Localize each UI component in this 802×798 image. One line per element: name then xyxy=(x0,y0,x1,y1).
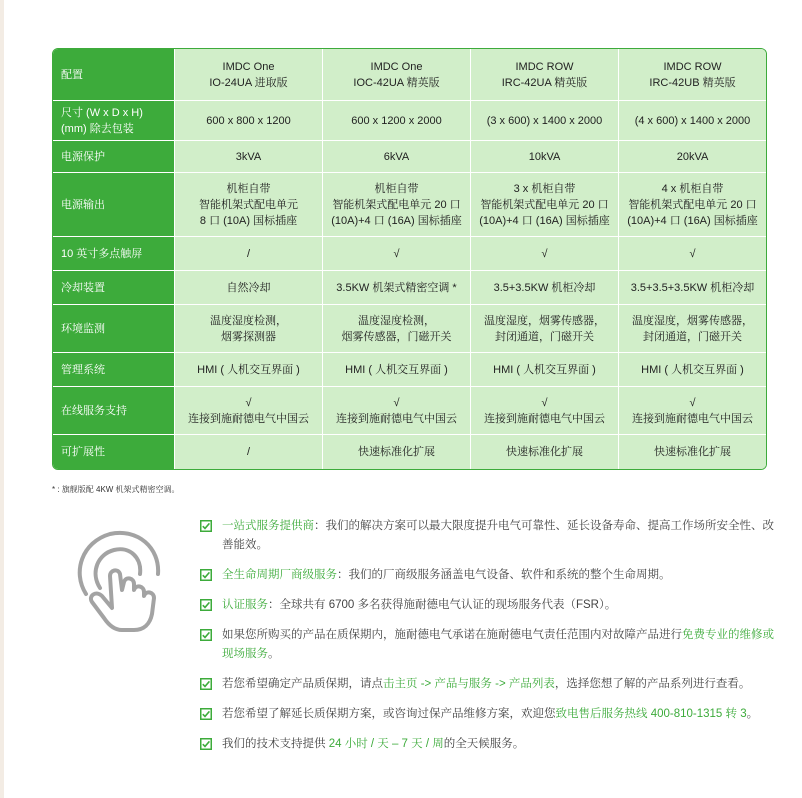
highlight-text: 一站式服务提供商 xyxy=(222,520,314,532)
list-item xyxy=(200,626,780,664)
footnote: * : 旗舰版配 4KW 机架式精密空调。 xyxy=(52,485,180,494)
cell-text: 20kVA xyxy=(676,150,709,163)
cell-text: 3.5KW 机架式精密空调 * xyxy=(336,281,457,294)
list-item xyxy=(200,596,780,615)
cell-text: √ xyxy=(245,396,252,409)
table-cell xyxy=(323,305,471,353)
column-header xyxy=(323,49,471,101)
highlight-text: 致电售后服务热线 400-810-1315 转 3 xyxy=(555,708,747,720)
row-label: 尺寸 (W x D x H) (mm) 除去包装 xyxy=(53,101,175,141)
cell-text: 3.5+3.5+3.5KW 机柜冷却 xyxy=(630,281,755,294)
cell-text: 连接到施耐德电气中国云 xyxy=(336,412,457,425)
table-cell xyxy=(323,173,471,237)
cell-text: HMI ( 人机交互界面 ) xyxy=(641,363,744,376)
cell-text: IMDC One xyxy=(222,60,275,73)
table-row xyxy=(53,237,766,271)
table-cell xyxy=(175,173,323,237)
cell-text: IRC-42UA 精英版 xyxy=(501,76,588,89)
checkbox-checked-icon xyxy=(200,678,212,690)
checkbox-checked-icon xyxy=(200,520,212,532)
page-edge xyxy=(0,0,4,798)
body-text: 的全天候服务。 xyxy=(443,738,525,750)
cell-text: IMDC One xyxy=(370,60,423,73)
table-cell xyxy=(471,141,619,173)
cell-text: / xyxy=(246,247,251,260)
table-cell xyxy=(619,271,766,305)
table-cell xyxy=(471,101,619,141)
list-item xyxy=(200,735,780,754)
table-cell xyxy=(175,305,323,353)
table-cell xyxy=(323,141,471,173)
row-label: 10 英寸多点触屏 xyxy=(53,237,175,271)
cell-text: 连接到施耐德电气中国云 xyxy=(188,412,309,425)
list-item xyxy=(200,566,780,585)
row-label: 可扩展性 xyxy=(53,435,175,469)
cell-text: 烟雾探测器 xyxy=(221,330,276,343)
table-cell xyxy=(323,237,471,271)
body-text: 。 xyxy=(746,708,759,720)
row-label: 冷却装置 xyxy=(53,271,175,305)
checkbox-checked-icon xyxy=(200,569,212,581)
table-cell xyxy=(471,435,619,469)
cell-text: √ xyxy=(689,247,696,260)
table-cell xyxy=(471,237,619,271)
body-text: ：我们的解决方案可以最大限度提升电气可靠性、延长设备寿命、提高工作场所安全性、改善能效。 xyxy=(222,520,774,551)
list-item xyxy=(200,705,780,724)
cell-text: IRC-42UB 精英版 xyxy=(649,76,736,89)
table-header-row xyxy=(53,49,766,101)
cell-text: 温度湿度，烟雾传感器， xyxy=(484,314,605,327)
table-cell xyxy=(619,141,766,173)
table-cell xyxy=(619,173,766,237)
checkbox-checked-icon xyxy=(200,708,212,720)
cell-text: 快速标准化扩展 xyxy=(506,446,583,458)
cell-text: √ xyxy=(689,396,696,409)
cell-text: 自然冷却 xyxy=(226,281,271,294)
cell-text: 温度湿度检测， xyxy=(358,314,435,327)
table-row xyxy=(53,387,766,435)
cell-text: 10kVA xyxy=(528,150,561,163)
body-text: ：全球共有 6700 多名获得施耐德电气认证的现场服务代表（FSR）。 xyxy=(268,599,617,611)
highlight-text: 击主页 -> 产品与服务 -> 产品列表 xyxy=(383,678,555,690)
column-header xyxy=(471,49,619,101)
table-cell xyxy=(323,435,471,469)
table-cell xyxy=(175,387,323,435)
cell-text: 机柜自带 xyxy=(226,182,271,195)
cell-text: IMDC ROW xyxy=(515,60,574,73)
cell-text: 智能机架式配电单元 20 口 xyxy=(332,198,461,211)
row-label: 环境监测 xyxy=(53,305,175,353)
cell-text: 3.5+3.5KW 机柜冷却 xyxy=(493,281,596,294)
highlight-text: 认证服务 xyxy=(222,599,268,611)
body-text: 若您希望确定产品质保期，请点 xyxy=(222,678,383,690)
table-cell xyxy=(323,387,471,435)
list-item xyxy=(200,675,780,694)
touch-hand-icon xyxy=(60,520,180,635)
row-label: 配置 xyxy=(53,49,175,101)
cell-text: HMI ( 人机交互界面 ) xyxy=(493,363,596,376)
cell-text: 连接到施耐德电气中国云 xyxy=(484,412,605,425)
body-text: ，选择您想了解的产品系列进行查看。 xyxy=(554,678,751,690)
table-cell xyxy=(175,435,323,469)
cell-text: 8 口 (10A) 国标插座 xyxy=(199,214,298,227)
service-list xyxy=(200,517,780,754)
cell-text: 快速标准化扩展 xyxy=(654,446,731,458)
table-row xyxy=(53,435,766,469)
row-label: 电源输出 xyxy=(53,173,175,237)
spec-table xyxy=(52,48,767,470)
cell-text: / xyxy=(246,446,251,458)
cell-text: 封闭通道，门磁开关 xyxy=(495,330,594,343)
cell-text: HMI ( 人机交互界面 ) xyxy=(345,363,448,376)
table-row xyxy=(53,305,766,353)
table-cell xyxy=(175,353,323,387)
table-cell xyxy=(471,173,619,237)
table-cell xyxy=(619,353,766,387)
cell-text: √ xyxy=(393,247,400,260)
table-cell xyxy=(471,387,619,435)
cell-text: (3 x 600) x 1400 x 2000 xyxy=(486,114,603,127)
cell-text: 快速标准化扩展 xyxy=(358,446,435,458)
body-text: 。 xyxy=(268,648,280,660)
column-header xyxy=(619,49,766,101)
cell-text: 温度湿度检测， xyxy=(210,314,287,327)
cell-text: √ xyxy=(541,396,548,409)
cell-text: 6kVA xyxy=(383,150,410,163)
body-text: 如果您所购买的产品在质保期内，施耐德电气承诺在施耐德电气责任范围内对故障产品进行 xyxy=(222,629,682,641)
table-cell xyxy=(471,271,619,305)
table-cell xyxy=(619,435,766,469)
table-cell xyxy=(471,305,619,353)
body-text: ：我们的厂商级服务涵盖电气设备、软件和系统的整个生命周期。 xyxy=(337,569,671,581)
highlight-text: 全生命周期厂商级服务 xyxy=(222,569,337,581)
table-row xyxy=(53,271,766,305)
cell-text: 600 x 800 x 1200 xyxy=(206,114,291,127)
cell-text: 机柜自带 xyxy=(374,182,419,195)
table-row xyxy=(53,353,766,387)
table-row xyxy=(53,173,766,237)
table-cell xyxy=(471,353,619,387)
table-cell xyxy=(323,101,471,141)
cell-text: 烟雾传感器，门磁开关 xyxy=(341,330,452,343)
cell-text: √ xyxy=(541,247,548,260)
table-cell xyxy=(619,101,766,141)
table-cell xyxy=(175,141,323,173)
highlight-text: 24 小时 / 天 – 7 天 / 周 xyxy=(328,738,444,750)
body-text: 若您希望了解延长质保期方案，或咨询过保产品维修方案，欢迎您 xyxy=(222,708,556,720)
cell-text: IOC-42UA 精英版 xyxy=(353,76,440,89)
cell-text: 连接到施耐德电气中国云 xyxy=(632,412,753,425)
checkbox-checked-icon xyxy=(200,629,212,641)
cell-text: √ xyxy=(393,396,400,409)
table-cell xyxy=(619,237,766,271)
row-label: 电源保护 xyxy=(53,141,175,173)
cell-text: (10A)+4 口 (16A) 国标插座 xyxy=(331,214,462,227)
table-cell xyxy=(175,271,323,305)
cell-text: IO-24UA 进取版 xyxy=(209,76,288,89)
table-cell xyxy=(619,387,766,435)
column-header xyxy=(175,49,323,101)
cell-text: 温度湿度，烟雾传感器， xyxy=(632,314,753,327)
table-cell xyxy=(175,237,323,271)
cell-text: (4 x 600) x 1400 x 2000 xyxy=(634,114,751,127)
row-label: 在线服务支持 xyxy=(53,387,175,435)
cell-text: 封闭通道，门磁开关 xyxy=(643,330,742,343)
cell-text: (10A)+4 口 (16A) 国标插座 xyxy=(627,214,758,227)
cell-text: IMDC ROW xyxy=(663,60,722,73)
checkbox-checked-icon xyxy=(200,599,212,611)
table-row xyxy=(53,101,766,141)
cell-text: 智能机架式配电单元 xyxy=(199,198,298,211)
table-row xyxy=(53,141,766,173)
cell-text: (10A)+4 口 (16A) 国标插座 xyxy=(479,214,610,227)
row-label: 管理系统 xyxy=(53,353,175,387)
cell-text: HMI ( 人机交互界面 ) xyxy=(197,363,300,376)
cell-text: 智能机架式配电单元 20 口 xyxy=(628,198,757,211)
cell-text: 智能机架式配电单元 20 口 xyxy=(480,198,609,211)
body-text: 我们的技术支持提供 xyxy=(222,738,329,750)
table-cell xyxy=(323,271,471,305)
table-cell xyxy=(175,101,323,141)
cell-text: 600 x 1200 x 2000 xyxy=(351,114,442,127)
list-item xyxy=(200,517,780,555)
cell-text: 4 x 机柜自带 xyxy=(661,182,724,195)
cell-text: 3kVA xyxy=(235,150,262,163)
checkbox-checked-icon xyxy=(200,738,212,750)
cell-text: 3 x 机柜自带 xyxy=(513,182,576,195)
highlight-text: 免费专业的维修或现场服务 xyxy=(222,629,774,660)
table-cell xyxy=(323,353,471,387)
table-cell xyxy=(619,305,766,353)
